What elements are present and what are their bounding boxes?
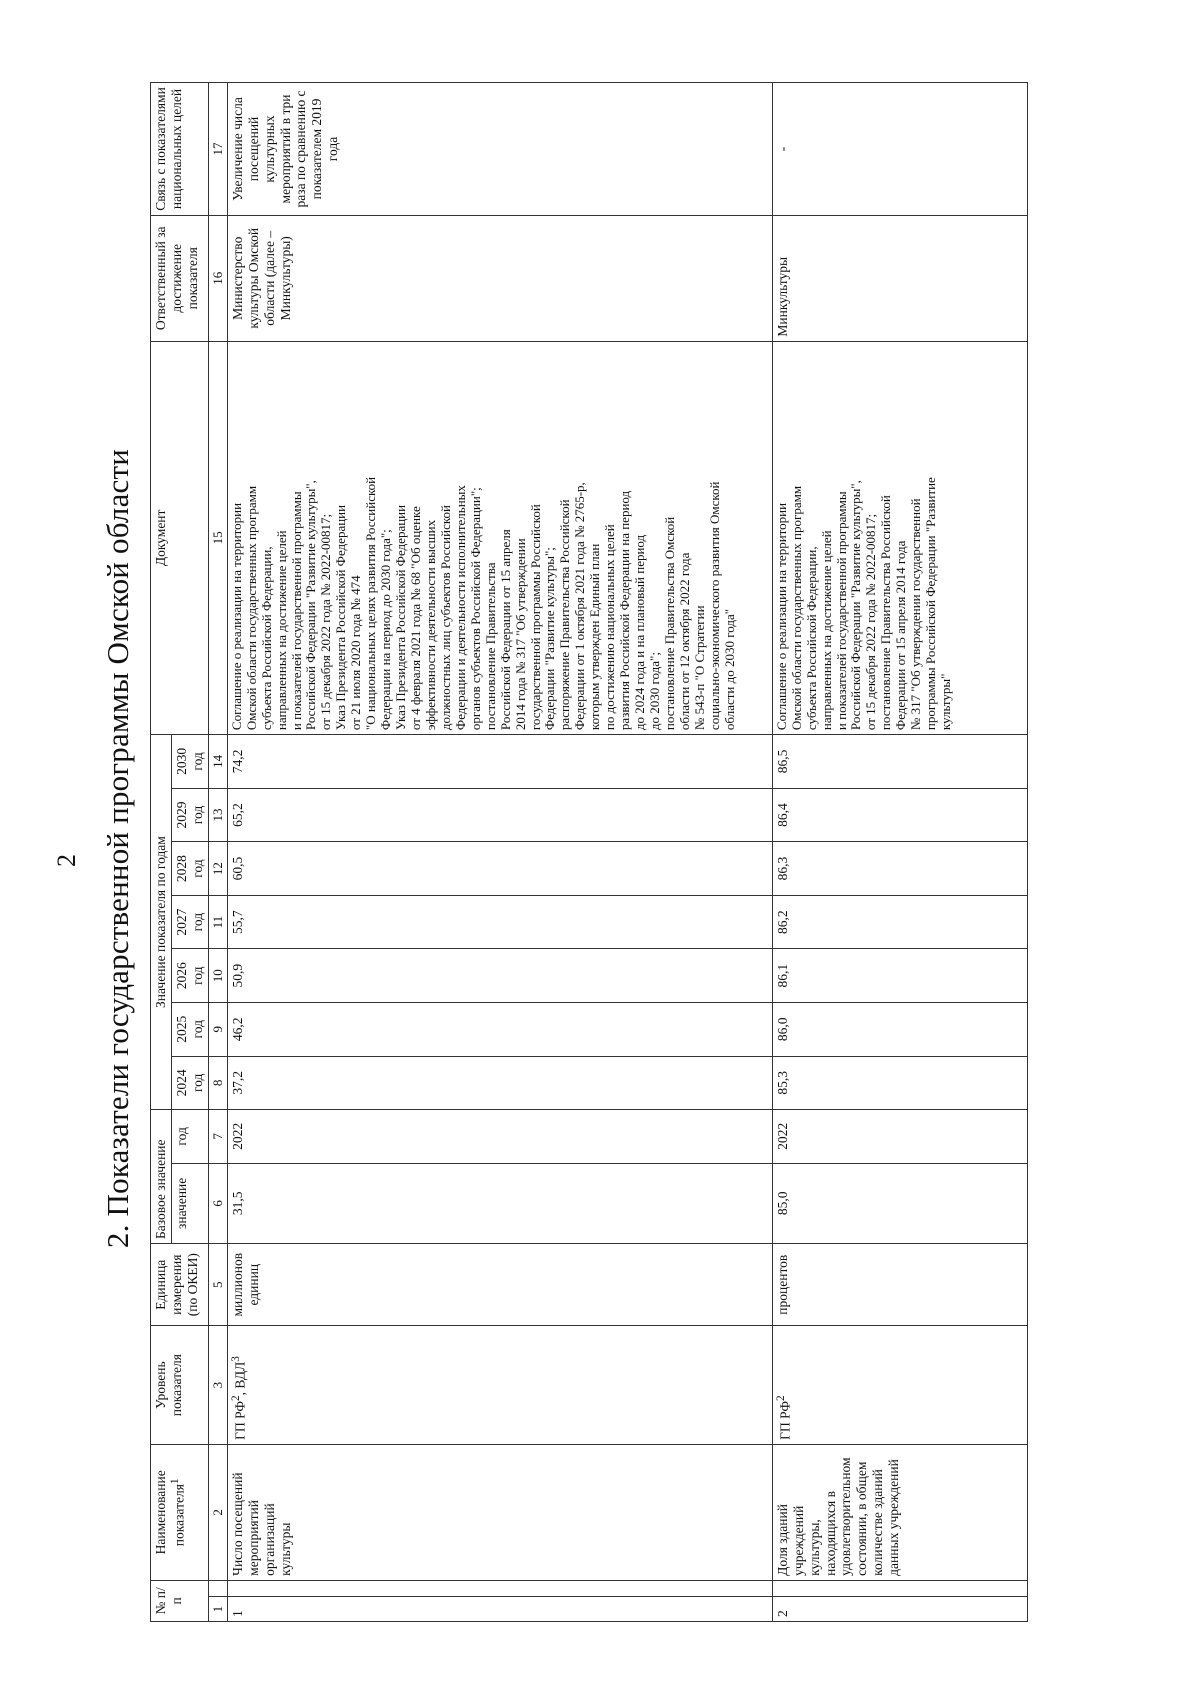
year-value: 55,7 [227,895,772,949]
indicator-level: ГП $РФ^2$, ВДЛ$^3$ [227,1326,772,1444]
document-line: по достижению национальных целей [602,524,618,731]
indicator-unit: миллионов единиц [227,1244,772,1326]
document-line: направленных на достижение целей [818,530,834,731]
table-row [227,83,772,1622]
document-line: Указ Президента Российской Федерации [333,504,349,731]
document-line: субъекта Российской Федерации, [258,546,274,731]
header-year: 2026 год [171,949,208,1003]
document-line: постановление Правительства Российской [878,495,894,731]
column-number: 12 [208,842,227,896]
document-line: и показателей государственной программы [288,491,304,731]
column-number: 6 [208,1163,227,1243]
document-line: от 15 декабря 2022 года № 2022-00817; [318,513,334,731]
year-value: 86,5 [772,735,1027,789]
row-spacer [772,1580,1027,1596]
national-goal-link: - [772,83,1027,216]
document-line: эффективности деятельности высших [422,519,438,731]
document-line: распоряжение Правительства Российской [557,499,573,731]
document-line: Омской области государственных программ [243,485,259,731]
year-value: 86,3 [772,842,1027,896]
base-year: 2022 [772,1110,1027,1164]
header-year: 2029 год [171,788,208,842]
document-line: Федерации от 15 апреля 2014 года [893,540,909,731]
document-line: от 21 июля 2020 года № 474 [348,575,364,731]
document-line: от 4 февраля 2021 года № 68 "Об оценке [408,506,424,731]
document-line: направленных на достижение целей [273,530,289,731]
document-line: и показателей государственной программы [833,491,849,731]
row-number: 2 [772,1597,1027,1622]
base-value: 31,5 [227,1163,772,1243]
year-value: 37,2 [227,1056,772,1110]
year-value: 86,1 [772,949,1027,1003]
document-line: должностных лиц субъектов Российской [437,505,453,731]
national-goal-link: Увеличение числа посещений культурных мероприятий в три раза по сравнению с показателем 2019 года [227,83,772,216]
document-line: Федерации на период до 2030 года"; [378,529,394,731]
document-line: 2014 года № 317 "Об утверждении [512,538,528,731]
header-year: 2030 год [171,735,208,789]
column-number: 14 [208,735,227,789]
document-line: культуры" [938,673,954,731]
document-line: Соглашение о реализации на территории [773,502,789,731]
table-row [772,83,1027,1622]
document-line: области от 12 октября 2022 года [676,552,692,731]
document-line: Российской Федерации от 15 апреля [497,529,513,731]
year-value: 50,9 [227,949,772,1003]
document-line: которым утвержден Единый план [587,543,603,731]
document-line: Российской Федерации "Развитие культуры", [848,480,864,731]
column-number: 16 [208,215,227,341]
document-line: Федерации "Развитие культуры"; [542,547,558,731]
indicator-name: Доля зданий учреждений культуры, находящихся в удовлетворительном состоянии, в общем количестве зданий данных учреждений [772,1444,1027,1580]
indicator-level: ГП $РФ^2$ [772,1326,1027,1444]
header-year: 2027 год [171,895,208,949]
column-number: 17 [208,83,227,216]
column-number: 10 [208,949,227,1003]
document-line: Федерации и деятельности исполнительных [452,485,468,731]
document-line: области до 2030 года" [721,608,737,731]
year-value: 86,4 [772,788,1027,842]
indicator-unit: процентов [772,1244,1027,1326]
base-year: 2022 [227,1110,772,1164]
header-base-value: значение [171,1163,208,1243]
header-link: Связь с показателями национальных целей [151,83,209,216]
header-values-by-year: Значение показателя по годам [151,735,172,1110]
year-value: 74,2 [227,735,772,789]
document-line: развития Российской Федерации на период [617,490,633,731]
page-number: 2 [52,854,81,867]
document-line: программы Российской Федерации "Развитие [923,477,939,731]
header-unit: Единица измерения (по ОКЕИ) [151,1244,209,1326]
column-number: 11 [208,895,227,949]
row-number: 1 [227,1597,772,1622]
document-cell [227,341,772,734]
page-title: 2. Показатели государственной программы Омской области [100,448,135,1249]
document-line: до 2030 года"; [647,652,663,731]
year-value: 46,2 [227,1002,772,1056]
year-value: 60,5 [227,842,772,896]
header-document: Документ [151,341,209,734]
header-responsible: Ответственный за достижение показателя [151,215,209,341]
responsible-cell: Министерство культуры Омской области (далее – Минкультуры) [227,215,772,341]
document-line: постановление Правительства Омской [661,516,677,731]
base-value: 85,0 [772,1163,1027,1243]
column-number: 3 [208,1326,227,1444]
indicators-table [150,82,1028,1622]
document-cell [772,341,1027,734]
header-base: Базовое значение [151,1110,172,1244]
header-level: Уровень показателя [151,1326,209,1444]
document-line: от 15 декабря 2022 года № 2022-00817; [863,513,879,731]
column-number: 1 [208,1597,227,1622]
header-year: 2024 год [171,1056,208,1110]
document-line: субъекта Российской Федерации, [803,546,819,731]
header-year: 2025 год [171,1002,208,1056]
header-name: Наименование показателя$^1$ [151,1444,209,1580]
document-line: до 2024 года и на плановый период [632,534,648,731]
year-value: 65,2 [227,788,772,842]
year-value: 85,3 [772,1056,1027,1110]
document-line: Указ Президента Российской Федерации [393,504,409,731]
document-line: государственной программы Российской [527,504,543,731]
document-line: Омской области государственных программ [788,485,804,731]
document-line: Соглашение о реализации на территории [228,502,244,731]
row-spacer [227,1580,772,1596]
column-number: 9 [208,1002,227,1056]
column-number: 5 [208,1244,227,1326]
document-line: постановление Правительства [482,562,498,731]
column-number: 7 [208,1110,227,1164]
header-no: № п/п [151,1580,209,1621]
document-line: социально-экономического развития Омской [706,481,722,731]
document-line: органов субъектов Российской Федерации"; [467,487,483,731]
header-year: 2028 год [171,842,208,896]
document-line: Федерации от 1 октября 2021 года № 2765-р, [572,482,588,731]
header-row-1 [151,83,172,1622]
document-line: Российской Федерации "Развитие культуры", [303,480,319,731]
column-number: 2 [208,1444,227,1580]
column-number: 15 [208,341,227,734]
header-base-year: год [171,1110,208,1164]
column-number: 13 [208,788,227,842]
document-line: "О национальных целях развития Российской [363,476,379,731]
responsible-cell: Минкультуры [772,215,1027,341]
column-number-empty [208,1580,227,1596]
year-value: 86,0 [772,1002,1027,1056]
document-line: № 317 "Об утверждении государственной [908,498,924,731]
document-line: № 543-п "О Стратегии [691,605,707,731]
indicator-name: Число посещений мероприятий организаций культуры [227,1444,772,1580]
column-numbers-row [208,83,227,1622]
year-value: 86,2 [772,895,1027,949]
column-number: 8 [208,1056,227,1110]
